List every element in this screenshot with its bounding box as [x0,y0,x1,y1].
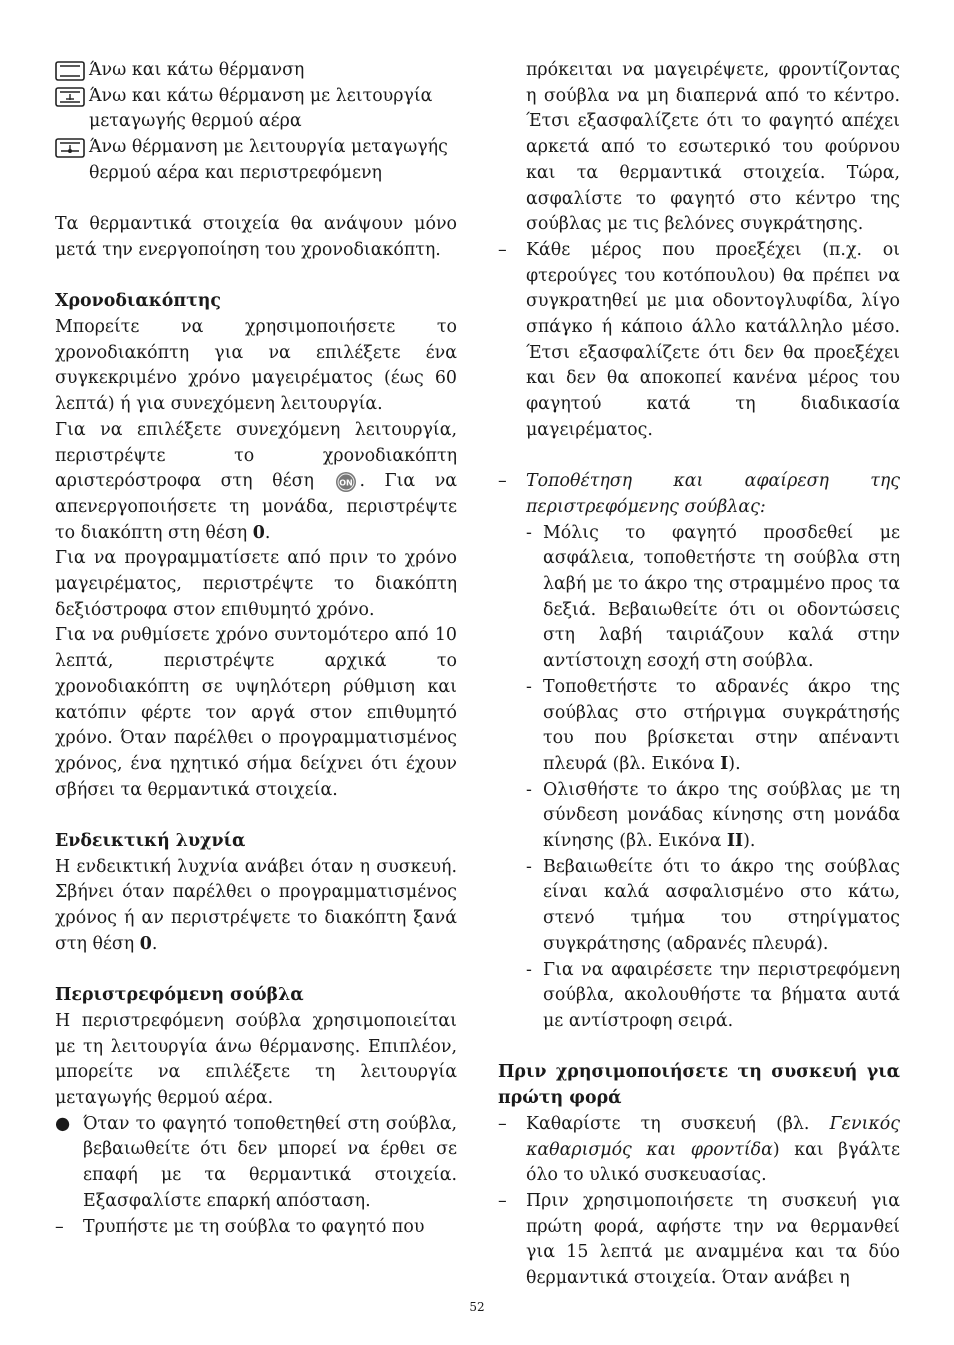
timer-paragraph: Μπορείτε να χρησιμοποιήσετε το χρονοδιακόπτη για να επιλέξετε ένα συγκεκριμένο χρόνο μαγειρέματος (έως 60 λεπτά) ή για συνεχόμενη λειτουργία. [55,317,457,415]
list-item-text [543,675,900,778]
sub-dash-mark: - [526,779,532,800]
heating-mode-label: Άνω και κάτω θέρμανση [89,60,305,80]
indicator-paragraph [55,855,457,958]
step-text-end: ). [728,753,741,774]
oven-top-bottom-heat-icon [55,58,89,84]
list-item [526,855,900,958]
timer-continuous-paragraph [55,418,457,547]
timer-short-paragraph: Για να ρυθμίσετε χρόνο συντομότερο από 10 λεπτά, περιστρέψτε αρχικά το χρονοδιακόπτη σε υψηλότερη ρύθμιση και κατόπιν φέρτε τον αργά στον επιθυμητό χρόνο. Όταν παρέλθει ο προγραμματισμένος χρόνος, ένα ηχητικό σήμα δείχνει ότι έχουν σβήσει τα θερμαντικά στοιχεία. [55,625,457,800]
on-symbol-icon [335,471,357,493]
heating-mode-label: Άνω θέρμανση με λειτουργία μεταγωγής θερμού αέρα και περιστρεφόμενη [89,137,448,183]
timer-off-text: . Για να απενεργοποιήσετε τη μονάδα, περιστρέψτε το διακόπτη στη θέση [55,471,458,543]
dash-mark: – [498,1113,507,1134]
heating-mode-label: Άνω και κάτω θέρμανση με λειτουργία μεταγωγής θερμού αέρα [89,85,433,132]
first-use-heading: Πριν χρησιμοποιήσετε τη συσκευή για πρώτη φορά [498,1062,900,1109]
first-use-text-end: ) και βγάλτε όλο το υλικό συσκευασίας. [526,1139,900,1186]
sub-dash-mark: - [526,676,532,697]
indicator-text: Η ενδεικτική λυχνία ανάβει όταν η συσκευή. Σβήνει όταν παρέλθει ο προγραμματισμένος χρόνος ή αν περιστρέψετε το διακόπτη ξανά στη θέση [55,856,457,954]
dash-mark: – [498,471,507,492]
dash-mark: – [498,1190,507,1211]
figure-ref: II [726,831,744,852]
timer-continuous-text: Για να επιλέξετε συνεχόμενη λειτουργία, περιστρέψτε το χρονοδιακόπτη αριστερόστροφα στη θέση [55,419,457,492]
continuation-paragraph: πρόκειται να μαγειρέψετε, φροντίζοντας η σούβλα να μη διαπερνά από το κέντρο. Έτσι εξασφαλίζετε ότι το φαγητό απέχει αρκετά από το εσωτερικό του φούρνου και τα θερμαντικά στοιχεία. Τώρα, ασφαλίστε το φαγητό στο κέντρο της σούβλας με τις βελόνες συγκράτησης. [526,60,900,235]
list-item [526,778,900,855]
left-column [55,58,457,1240]
rotisserie-heading: Περιστρεφόμενη σούβλα [55,985,304,1006]
placement-title: Τοποθέτηση και αφαίρεση της περιστρεφόμενης σούβλας: [526,471,900,517]
indicator-heading: Ενδεικτική λυχνία [55,831,246,852]
period: . [264,522,271,543]
list-item-text: Πριν χρησιμοποιήσετε τη συσκευή για πρώτη φορά, αφήστε την να θερμανθεί για 15 λεπτά με αναμμένα και τα δύο θερμαντικά στοιχεία. Όταν ανάβει η [526,1190,900,1289]
first-use-text: Καθαρίστε τη συσκευή (βλ. [526,1113,810,1134]
heating-modes-list [55,58,457,187]
dash-mark: – [498,239,507,260]
list-item [498,1112,900,1189]
list-item [55,1112,457,1215]
heating-note: Τα θερμαντικά στοιχεία θα ανάψουν μόνο μετά την ενεργοποίηση του χρονοδιακόπτη. [55,214,457,260]
list-item [498,1189,900,1292]
list-item [526,958,900,1035]
list-item-text: Μόλις το φαγητό προσδεθεί με ασφάλεια, τοποθετήστε τη σούβλα στη λαβή με το άκρο της στραμμένο προς τα δεξιά. Βεβαιωθείτε ότι οι οδοντώσεις στη λαβή ταιριάζουν καλά στην αντίστοιχη εσοχή στη σούβλα. [543,522,900,672]
heating-mode-item [55,58,457,84]
placement-steps [498,521,900,1035]
section-reference: Γενικός καθαρισμός και φροντίδα [526,1113,900,1160]
list-item [526,675,900,778]
step-text-end: ). [743,831,756,852]
list-item-text: Τρυπήστε με τη σούβλα το φαγητό που [83,1216,425,1237]
list-item [55,1215,457,1241]
heating-mode-item [55,84,457,135]
zero-position: 0 [252,522,265,543]
zero-position: 0 [139,933,152,954]
sub-dash-mark: - [526,856,532,877]
list-item [498,238,900,444]
timer-heading: Χρονοδιακόπτης [55,291,222,312]
oven-top-bottom-fan-icon [55,84,89,110]
right-column [498,58,900,1292]
svg-text:ON: ON [339,478,354,488]
oven-top-fan-rotisserie-icon [55,135,89,161]
page-number: 52 [469,1300,485,1314]
step-text: Τοποθετήστε το αδρανές άκρο της σούβλας στο στήριγμα συγκράτησής του που βρίσκεται στην απέναντι πλευρά (βλ. Εικόνα [543,676,900,774]
list-item [526,521,900,675]
list-item [498,469,900,520]
period: . [151,933,158,954]
list-item-text: Για να αφαιρέσετε την περιστρεφόμενη σούβλα, ακολουθήστε τα βήματα αυτά με αντίστροφη σειρά. [543,959,900,1031]
timer-preset-paragraph: Για να προγραμματίσετε από πριν το χρόνο μαγειρέματος, περιστρέψτε το διακόπτη δεξιόστροφα στον επιθυμητό χρόνο. [55,548,457,620]
list-item-text [526,1112,900,1189]
list-item-text: Κάθε μέρος που προεξέχει (π.χ. οι φτερούγες του κοτόπουλου) θα πρέπει να συγκρατηθεί με μια οδοντογλυφίδα, λίγο σπάγκο ή κάποιο άλλο κατάλληλο μέσο. Έτσι εξασφαλίζετε ότι δεν θα προεξέχει και δεν θα αποκοπεί κανένα μέρος του φαγητού κατά τη διαδικασία μαγειρέματος. [526,239,900,440]
rotisserie-intro: Η περιστρεφόμενη σούβλα χρησιμοποιείται με τη λειτουργία άνω θέρμανσης. Επιπλέον, μπορείτε να επιλέξετε τη λειτουργία μεταγωγής θερμού αέρα. [55,1010,457,1109]
list-item-text: Βεβαιωθείτε ότι το άκρο της σούβλας είναι καλά ασφαλισμένο στο κάτω, στενό τμήμα του στηρίγματος συγκράτησης (αδρανές πλευρά). [543,856,900,954]
sub-dash-mark: - [526,522,532,543]
dash-mark: – [55,1216,64,1237]
bullet-mark: ● [55,1113,71,1134]
figure-ref: I [720,753,729,774]
list-item-text [543,778,900,855]
step-text: Ολισθήστε το άκρο της σούβλας με τη σύνδεση μονάδας κίνησης στη μονάδα κίνησης (βλ. Εικόνα [543,779,900,852]
sub-dash-mark: - [526,959,532,980]
list-item-text: Όταν το φαγητό τοποθετηθεί στη σούβλα, βεβαιωθείτε ότι δεν μπορεί να έρθει σε επαφή με τα θερμαντικά στοιχεία. Εξασφαλίστε επαρκή απόσταση. [83,1113,457,1211]
heating-mode-item [55,135,457,186]
